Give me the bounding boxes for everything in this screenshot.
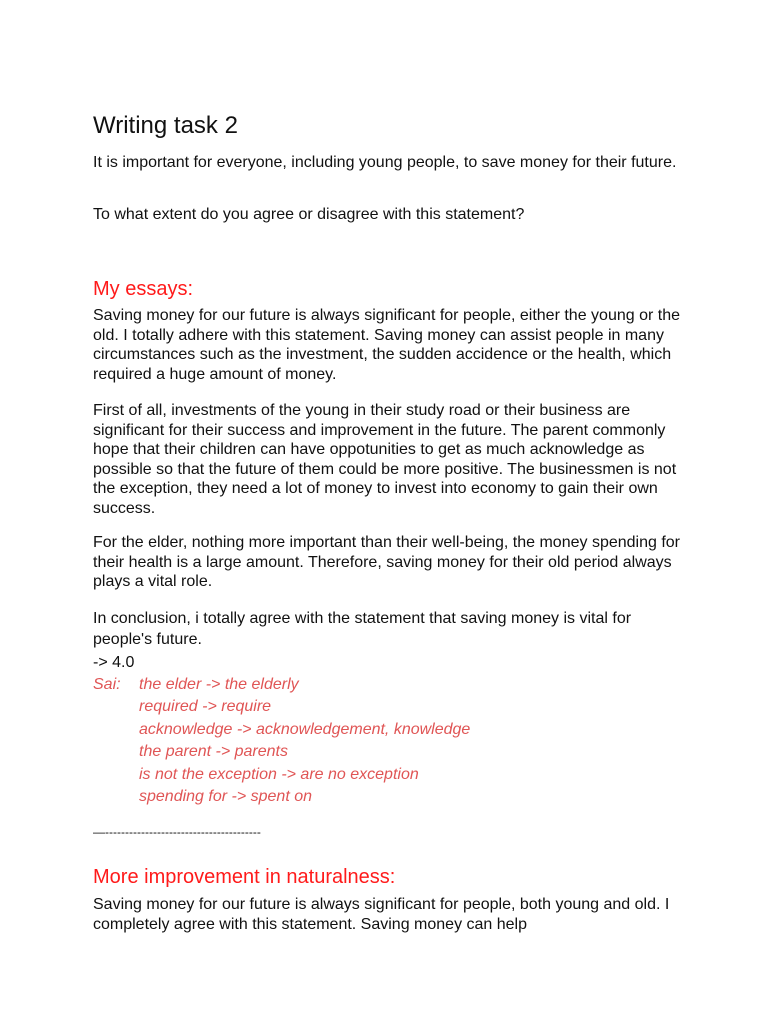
correction-item: acknowledge -> acknowledgement, knowledge (139, 720, 471, 738)
essays-heading: My essays: (93, 278, 194, 300)
prompt-paragraph-1: It is important for everyone, including young people, to save money for their future. (93, 154, 677, 171)
prompt-paragraph-2: To what extent do you agree or disagree with this statement? (93, 206, 525, 223)
correction-item: required -> require (139, 698, 272, 716)
correction-item: the parent -> parents (139, 743, 288, 761)
page-title: Writing task 2 (93, 112, 238, 139)
improved-paragraph-1: Saving money for our future is always significant for people, both young and old. I completely agree with this statement. Saving money can help (93, 896, 670, 933)
essay-paragraph-3: For the elder, nothing more important than their well-being, the money spending for their health is a large amount. Therefore, saving money for their old period always plays a vital role. (93, 534, 680, 590)
improvement-heading: More improvement in naturalness: (93, 866, 396, 888)
corrections-list (139, 674, 470, 808)
correction-item: spending for -> spent on (139, 788, 313, 806)
correction-item: is not the exception -> are no exception (139, 765, 419, 783)
essay-paragraph-4: In conclusion, i totally agree with the statement that saving money is vital for people's future. (93, 610, 632, 648)
essay-paragraph-1: Saving money for our future is always significant for people, either the young or the old. I totally adhere with this statement. Saving money can assist people in many circumstances such as the investment, the sudden accidence or the health, which required a huge amount of money. (93, 307, 680, 383)
correction-item: the elder -> the elderly (139, 676, 299, 693)
corrections-label: Sai: (93, 676, 121, 693)
score-line: -> 4.0 (93, 654, 135, 671)
section-divider: —--------------------------------------- (93, 825, 261, 839)
essay-paragraph-2: First of all, investments of the young in their study road or their business are significant for their success and improvement in the future. The parent commonly hope that their children can have oppotunities to get as much acknowledge as possible so that the future of them could be more positive. The businessmen is not the exception, they need a lot of money to invest into economy to gain their own success. (93, 402, 677, 517)
